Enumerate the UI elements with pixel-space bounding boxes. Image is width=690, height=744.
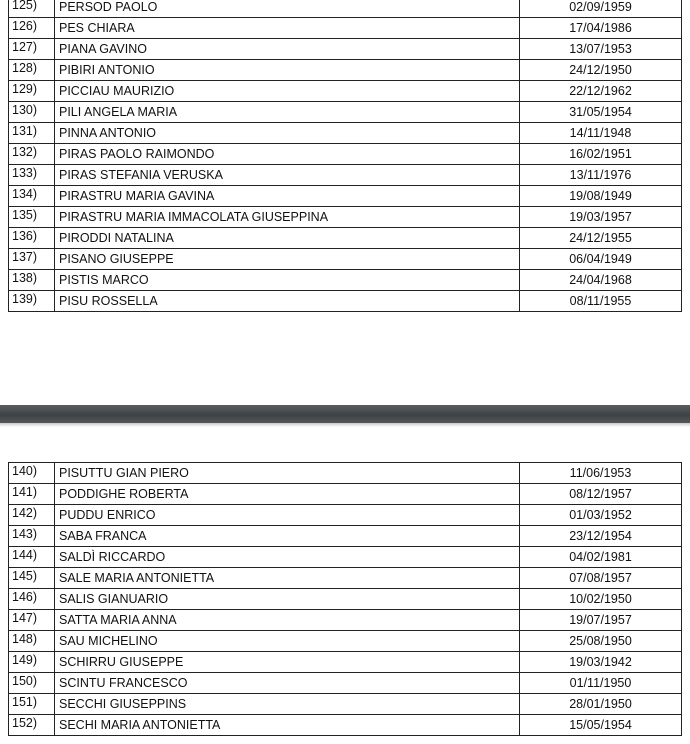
- table-row: [9, 505, 682, 526]
- birth-date: 19/07/1957: [520, 610, 682, 631]
- birth-date: 15/05/1954: [520, 715, 682, 736]
- table-row: [9, 589, 682, 610]
- birth-date: 24/12/1950: [520, 60, 682, 81]
- row-number: 138): [9, 270, 55, 291]
- birth-date: 14/11/1948: [520, 123, 682, 144]
- row-number: 148): [9, 631, 55, 652]
- birth-date: 19/03/1957: [520, 207, 682, 228]
- row-number: 130): [9, 102, 55, 123]
- row-number: 125): [9, 0, 55, 18]
- person-name: PIRAS PAOLO RAIMONDO: [55, 144, 520, 165]
- row-number: 139): [9, 291, 55, 312]
- row-number: 142): [9, 505, 55, 526]
- table-row: [9, 673, 682, 694]
- person-name: PIANA GAVINO: [55, 39, 520, 60]
- table-row: [9, 463, 682, 484]
- table-row: [9, 652, 682, 673]
- row-number: 136): [9, 228, 55, 249]
- person-name: PERSOD PAOLO: [55, 0, 520, 18]
- person-name: PISTIS MARCO: [55, 270, 520, 291]
- row-number: 133): [9, 165, 55, 186]
- birth-date: 13/11/1976: [520, 165, 682, 186]
- birth-date: 16/02/1951: [520, 144, 682, 165]
- birth-date: 24/04/1968: [520, 270, 682, 291]
- person-name: SALIS GIANUARIO: [55, 589, 520, 610]
- table-row: [9, 102, 682, 123]
- table-row: [9, 165, 682, 186]
- person-name: PUDDU ENRICO: [55, 505, 520, 526]
- row-number: 149): [9, 652, 55, 673]
- row-number: 134): [9, 186, 55, 207]
- birth-date: 04/02/1981: [520, 547, 682, 568]
- person-name: SABA FRANCA: [55, 526, 520, 547]
- row-number: 137): [9, 249, 55, 270]
- page-divider-shadow: [0, 423, 690, 427]
- birth-date: 24/12/1955: [520, 228, 682, 249]
- table-row: [9, 291, 682, 312]
- person-name: SCHIRRU GIUSEPPE: [55, 652, 520, 673]
- person-name: SECCHI GIUSEPPINS: [55, 694, 520, 715]
- birth-date: 08/11/1955: [520, 291, 682, 312]
- row-number: 128): [9, 60, 55, 81]
- names-table-page-1: [8, 0, 682, 312]
- birth-date: 19/08/1949: [520, 186, 682, 207]
- table-body: [9, 0, 682, 312]
- row-number: 127): [9, 39, 55, 60]
- page-divider: [0, 405, 690, 423]
- row-number: 143): [9, 526, 55, 547]
- table-row: [9, 547, 682, 568]
- row-number: 131): [9, 123, 55, 144]
- person-name: PIRASTRU MARIA GAVINA: [55, 186, 520, 207]
- row-number: 146): [9, 589, 55, 610]
- birth-date: 07/08/1957: [520, 568, 682, 589]
- row-number: 132): [9, 144, 55, 165]
- row-number: 147): [9, 610, 55, 631]
- birth-date: 31/05/1954: [520, 102, 682, 123]
- person-name: PISUTTU GIAN PIERO: [55, 463, 520, 484]
- birth-date: 10/02/1950: [520, 589, 682, 610]
- table-row: [9, 81, 682, 102]
- table-row: [9, 39, 682, 60]
- row-number: 151): [9, 694, 55, 715]
- row-number: 144): [9, 547, 55, 568]
- table-row: [9, 631, 682, 652]
- birth-date: 17/04/1986: [520, 18, 682, 39]
- birth-date: 08/12/1957: [520, 484, 682, 505]
- birth-date: 23/12/1954: [520, 526, 682, 547]
- table-row: [9, 123, 682, 144]
- table-row: [9, 610, 682, 631]
- person-name: PIRODDI NATALINA: [55, 228, 520, 249]
- birth-date: 28/01/1950: [520, 694, 682, 715]
- table-row: [9, 249, 682, 270]
- table-row: [9, 568, 682, 589]
- table-row: [9, 144, 682, 165]
- person-name: SAU MICHELINO: [55, 631, 520, 652]
- row-number: 150): [9, 673, 55, 694]
- table-row: [9, 18, 682, 39]
- table-row: [9, 60, 682, 81]
- row-number: 145): [9, 568, 55, 589]
- birth-date: 02/09/1959: [520, 0, 682, 18]
- birth-date: 01/03/1952: [520, 505, 682, 526]
- table-row: [9, 484, 682, 505]
- person-name: SECHI MARIA ANTONIETTA: [55, 715, 520, 736]
- table-row: [9, 228, 682, 249]
- birth-date: 22/12/1962: [520, 81, 682, 102]
- birth-date: 25/08/1950: [520, 631, 682, 652]
- row-number: 140): [9, 463, 55, 484]
- person-name: SCINTU FRANCESCO: [55, 673, 520, 694]
- person-name: PISANO GIUSEPPE: [55, 249, 520, 270]
- person-name: SALE MARIA ANTONIETTA: [55, 568, 520, 589]
- table-row: [9, 715, 682, 736]
- table-row: [9, 0, 682, 18]
- person-name: PICCIAU MAURIZIO: [55, 81, 520, 102]
- table-row: [9, 270, 682, 291]
- person-name: PIBIRI ANTONIO: [55, 60, 520, 81]
- row-number: 126): [9, 18, 55, 39]
- person-name: PILI ANGELA MARIA: [55, 102, 520, 123]
- table-row: [9, 186, 682, 207]
- person-name: SALDÌ RICCARDO: [55, 547, 520, 568]
- row-number: 141): [9, 484, 55, 505]
- names-table-page-2: [8, 462, 682, 736]
- birth-date: 13/07/1953: [520, 39, 682, 60]
- row-number: 129): [9, 81, 55, 102]
- person-name: PIRASTRU MARIA IMMACOLATA GIUSEPPINA: [55, 207, 520, 228]
- birth-date: 06/04/1949: [520, 249, 682, 270]
- person-name: PINNA ANTONIO: [55, 123, 520, 144]
- row-number: 135): [9, 207, 55, 228]
- table-row: [9, 207, 682, 228]
- person-name: PISU ROSSELLA: [55, 291, 520, 312]
- person-name: PODDIGHE ROBERTA: [55, 484, 520, 505]
- table-row: [9, 526, 682, 547]
- person-name: SATTA MARIA ANNA: [55, 610, 520, 631]
- row-number: 152): [9, 715, 55, 736]
- table-body: [9, 463, 682, 736]
- birth-date: 11/06/1953: [520, 463, 682, 484]
- person-name: PIRAS STEFANIA VERUSKA: [55, 165, 520, 186]
- person-name: PES CHIARA: [55, 18, 520, 39]
- birth-date: 19/03/1942: [520, 652, 682, 673]
- table-row: [9, 694, 682, 715]
- birth-date: 01/11/1950: [520, 673, 682, 694]
